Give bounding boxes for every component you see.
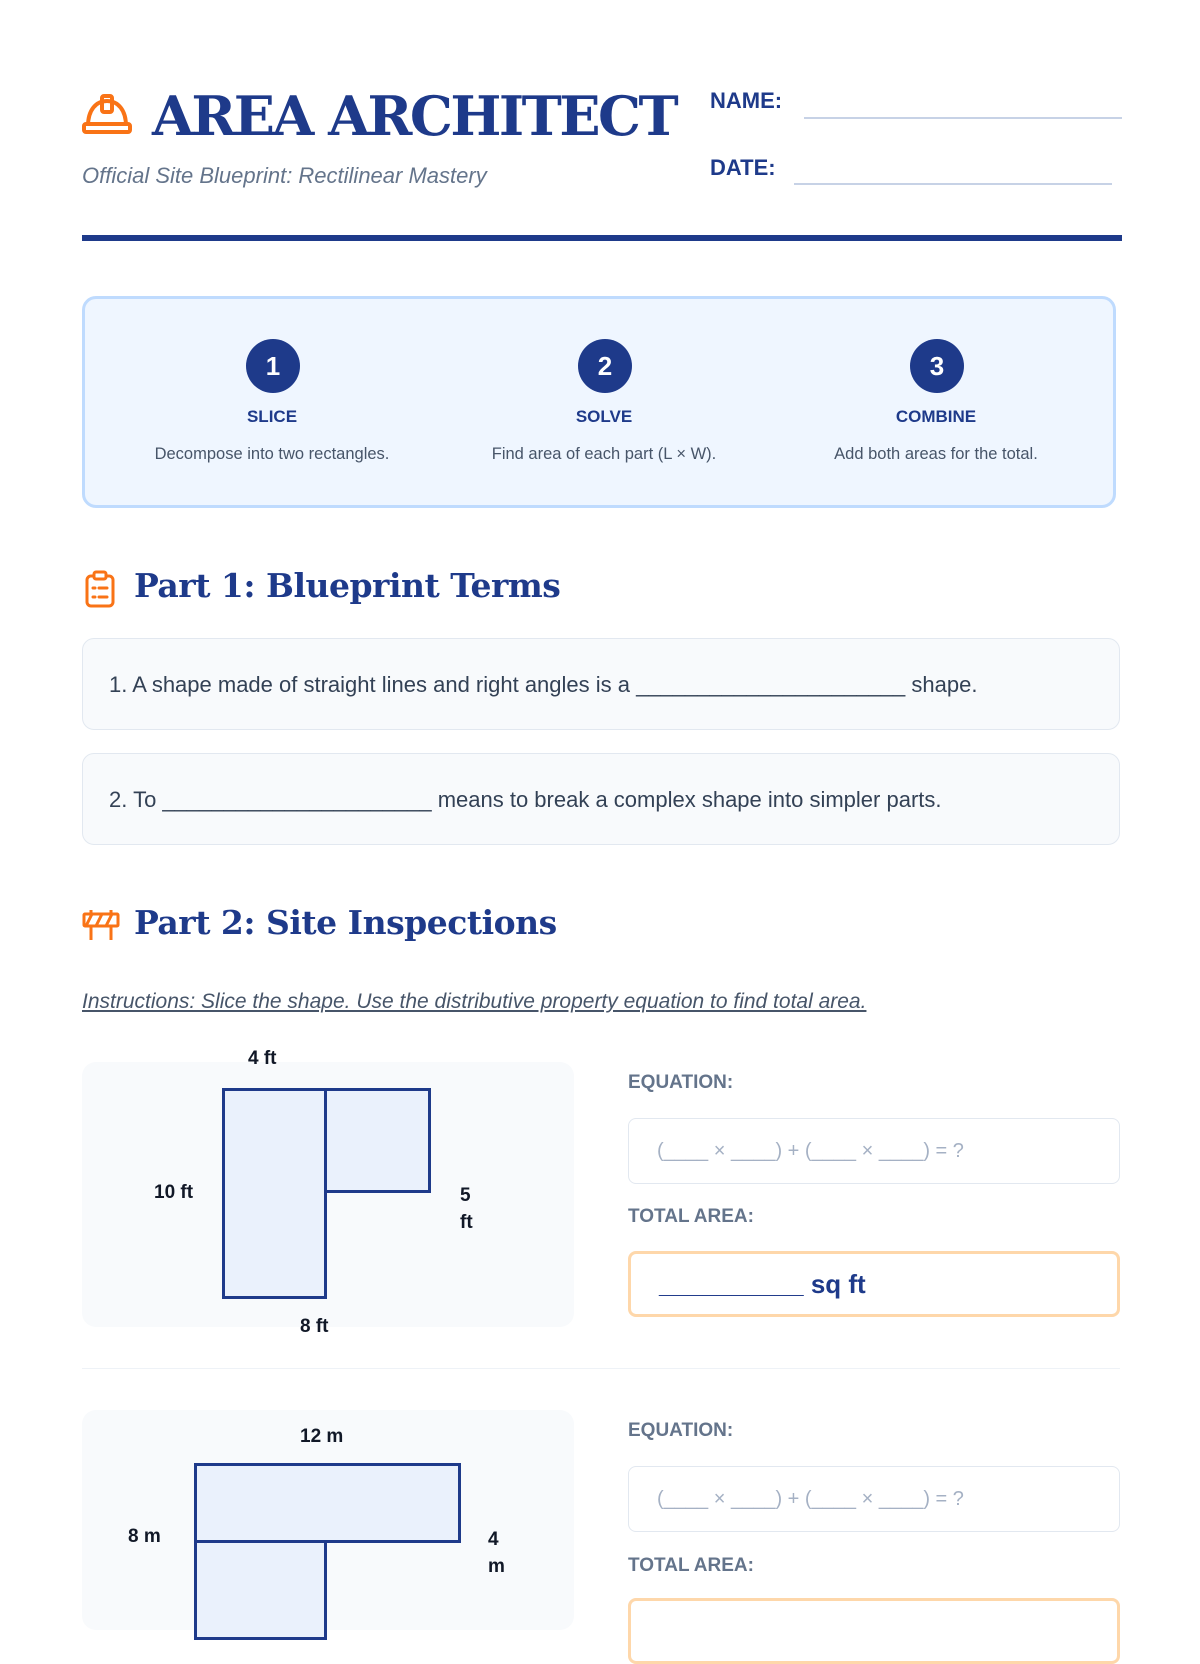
step-slice bbox=[107, 299, 437, 505]
step-description: Add both areas for the total. bbox=[834, 445, 1038, 463]
step-title: SOLVE bbox=[575, 407, 633, 426]
instructions-text: Instructions: Slice the shape. Use the distributive property equation to find total area. bbox=[82, 990, 867, 1013]
l-shape-top-rect bbox=[194, 1463, 461, 1543]
equation-field[interactable] bbox=[628, 1466, 1120, 1532]
step-description: Decompose into two rectangles. bbox=[154, 445, 390, 463]
hard-hat-icon bbox=[82, 92, 132, 136]
figure-card bbox=[82, 1410, 574, 1630]
figure-card bbox=[82, 1048, 574, 1337]
dimension-label-right: 4 m bbox=[488, 1529, 505, 1577]
question-text: 2. To ______________________ means to break a complex shape into simpler parts. bbox=[109, 787, 942, 812]
total-area-text: __________ sq ft bbox=[659, 1269, 866, 1299]
total-area-label: TOTAL AREA: bbox=[628, 1555, 754, 1576]
header-divider bbox=[82, 235, 1122, 241]
step-combine bbox=[771, 299, 1101, 505]
dimension-label-top: 12 m bbox=[300, 1426, 344, 1447]
construction-barrier-icon bbox=[82, 908, 120, 942]
steps-panel bbox=[82, 296, 1116, 508]
step-title: COMBINE bbox=[895, 407, 977, 426]
clipboard-list-icon bbox=[84, 570, 116, 608]
question-card[interactable] bbox=[82, 638, 1120, 730]
dimension-label-top: 4 ft bbox=[248, 1048, 277, 1069]
dimension-label-left: 10 ft bbox=[154, 1182, 194, 1203]
equation-label: EQUATION: bbox=[628, 1420, 734, 1441]
problem-divider bbox=[82, 1368, 1120, 1369]
section-title-part2: Part 2: Site Inspections bbox=[134, 903, 557, 942]
dimension-label-right: 5 ft bbox=[460, 1185, 473, 1233]
date-label: DATE: bbox=[710, 155, 776, 180]
total-area-field[interactable] bbox=[628, 1251, 1120, 1317]
l-shape-bottom-rect bbox=[194, 1540, 327, 1640]
equation-placeholder: (____ × ____) + (____ × ____) = ? bbox=[657, 1140, 964, 1162]
page-title: AREA ARCHITECT bbox=[152, 84, 677, 148]
equation-field[interactable] bbox=[628, 1118, 1120, 1184]
total-area-field[interactable] bbox=[628, 1598, 1120, 1664]
step-number: 3 bbox=[910, 339, 964, 393]
page-subtitle: Official Site Blueprint: Rectilinear Mastery bbox=[82, 163, 487, 188]
date-field[interactable] bbox=[794, 183, 1112, 185]
section-title-part1: Part 1: Blueprint Terms bbox=[134, 566, 561, 605]
dimension-label-bottom: 8 ft bbox=[300, 1316, 329, 1337]
equation-placeholder: (____ × ____) + (____ × ____) = ? bbox=[657, 1488, 964, 1510]
name-field[interactable] bbox=[804, 117, 1122, 119]
step-number: 2 bbox=[578, 339, 632, 393]
step-description: Find area of each part (L × W). bbox=[491, 445, 717, 463]
name-label: NAME: bbox=[710, 88, 783, 113]
question-card[interactable] bbox=[82, 753, 1120, 845]
l-shape-right-rect bbox=[324, 1088, 431, 1193]
equation-label: EQUATION: bbox=[628, 1072, 734, 1093]
step-solve bbox=[439, 299, 769, 505]
step-number: 1 bbox=[246, 339, 300, 393]
l-shape-left-rect bbox=[222, 1088, 327, 1299]
question-text: 1. A shape made of straight lines and right angles is a ______________________ shape. bbox=[109, 672, 978, 697]
dimension-label-left: 8 m bbox=[128, 1526, 161, 1547]
step-title: SLICE bbox=[246, 407, 298, 426]
total-area-label: TOTAL AREA: bbox=[628, 1206, 754, 1227]
